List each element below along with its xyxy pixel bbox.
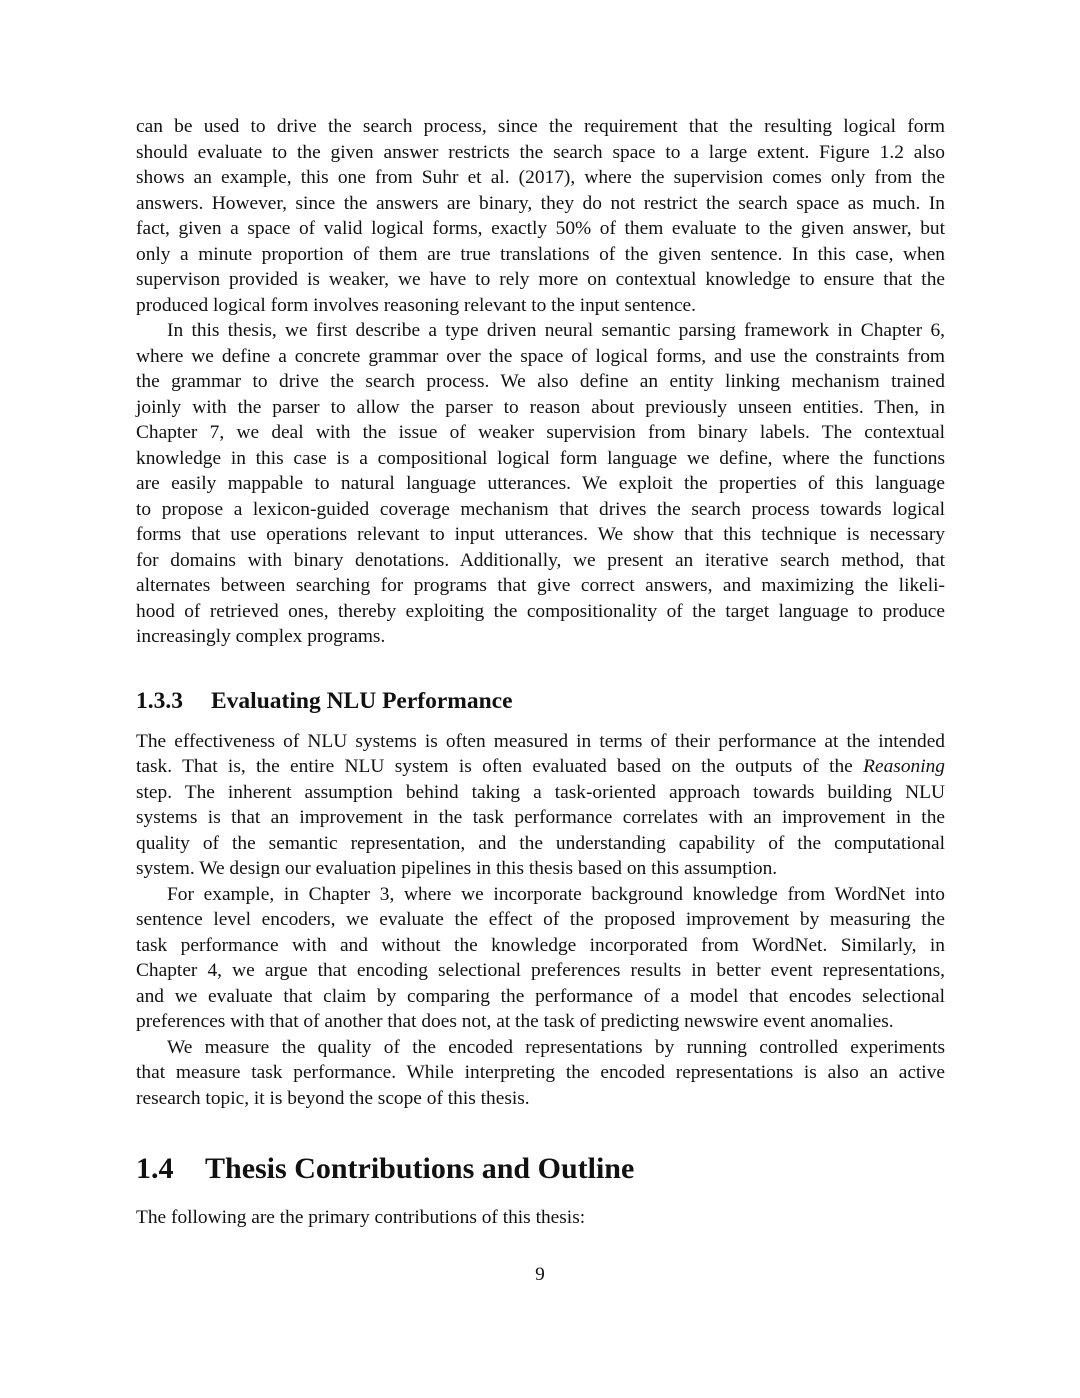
text-line: alternates between searching for programs that give correct answers, and maximizing the likeli- — [136, 575, 945, 596]
text-line: are easily mappable to natural language utterances. We exploit the properties of this language — [136, 473, 945, 494]
paragraph — [136, 1205, 945, 1231]
text-line: We measure the quality of the encoded representations by running controlled experiments — [167, 1036, 945, 1058]
text-line: joinly with the parser to allow the parser to reason about previously unseen entities. Then, in — [136, 396, 945, 418]
text-line: task performance with and without the knowledge incorporated from WordNet. Similarly, in — [136, 934, 945, 956]
text-line: In this thesis, we first describe a type driven neural semantic parsing framework in Chapter 6, — [167, 320, 945, 341]
text-line: produced logical form involves reasoning relevant to the input sentence. — [136, 294, 696, 316]
text-line: the grammar to drive the search process. We also define an entity linking mechanism trained — [136, 371, 945, 392]
paragraph — [136, 882, 945, 1035]
heading-title: Thesis Contributions and Outline — [205, 1152, 635, 1185]
subsection-heading — [136, 686, 945, 716]
text-line: Chapter 4, we argue that encoding selectional preferences results in better event representations, — [136, 960, 945, 981]
text-line: where we define a concrete grammar over the space of logical forms, and use the constraints from — [136, 345, 945, 367]
text-line: and we evaluate that claim by comparing the performance of a model that encodes selectional — [136, 985, 945, 1007]
text-line: sentence level encoders, we evaluate the effect of the proposed improvement by measuring the — [136, 909, 945, 930]
heading-number: 1.3.3 — [136, 687, 183, 714]
text-segment: task. That is, the entire NLU system is often evaluated based on the outputs of the — [136, 756, 864, 777]
text-line: system. We design our evaluation pipelines in this thesis based on this assumption. — [136, 858, 778, 879]
paragraph — [136, 114, 945, 318]
paragraph — [136, 729, 945, 882]
paragraph — [136, 1035, 945, 1112]
heading-title: Evaluating NLU Performance — [211, 687, 513, 714]
text-line: fact, given a space of valid logical forms, exactly 50% of them evaluate to the given answer, but — [136, 218, 945, 239]
text-line: knowledge in this case is a compositional logical form language we define, where the functions — [136, 447, 945, 469]
text-line: The following are the primary contributions of this thesis: — [136, 1207, 586, 1228]
text-line: answers. However, since the answers are binary, they do not restrict the search space as much. In — [136, 192, 945, 214]
text-line: supervison provided is weaker, we have to rely more on contextual knowledge to ensure that the — [136, 269, 945, 290]
text-line: step. The inherent assumption behind taking a task-oriented approach towards building NLU — [136, 781, 945, 803]
text-line: For example, in Chapter 3, where we incorporate background knowledge from WordNet into — [167, 883, 945, 905]
text-line: shows an example, this one from Suhr et al. (2017), where the supervision comes only from the — [136, 167, 945, 188]
text-line: for domains with binary denotations. Additionally, we present an iterative search method, that — [136, 549, 945, 571]
text-line: should evaluate to the given answer restricts the search space to a large extent. Figure 1.2 also — [136, 141, 945, 163]
paragraph — [136, 318, 945, 650]
text-line: forms that use operations relevant to input utterances. We show that this technique is necessary — [136, 524, 945, 545]
text-line: quality of the semantic representation, and the understanding capability of the computational — [136, 832, 945, 854]
text-line: that measure task performance. While interpreting the encoded representations is also an active — [136, 1062, 945, 1083]
heading-number: 1.4 — [136, 1152, 174, 1185]
section-heading — [136, 1149, 945, 1189]
italic-term: Reasoning — [863, 756, 945, 777]
text-line: increasingly complex programs. — [136, 626, 386, 647]
text-line: hood of retrieved ones, thereby exploiting the compositionality of the target language to produce — [136, 600, 945, 622]
text-line: can be used to drive the search process, since the requirement that the resulting logical form — [136, 116, 945, 137]
text-line: systems is that an improvement in the task performance correlates with an improvement in the — [136, 807, 945, 828]
text-line: only a minute proportion of them are true translations of the given sentence. In this case, when — [136, 243, 945, 265]
page-number: 9 — [535, 1264, 545, 1285]
text-line: Chapter 7, we deal with the issue of weaker supervision from binary labels. The contextual — [136, 422, 945, 443]
text-line: to propose a lexicon-guided coverage mechanism that drives the search process towards logical — [136, 498, 945, 520]
text-line: preferences with that of another that does not, at the task of predicting newswire event anomalies. — [136, 1011, 894, 1032]
text-line: The effectiveness of NLU systems is often measured in terms of their performance at the intended — [136, 730, 945, 752]
document-body — [136, 114, 945, 1231]
text-line: research topic, it is beyond the scope of this thesis. — [136, 1087, 530, 1109]
text-line — [136, 754, 945, 780]
